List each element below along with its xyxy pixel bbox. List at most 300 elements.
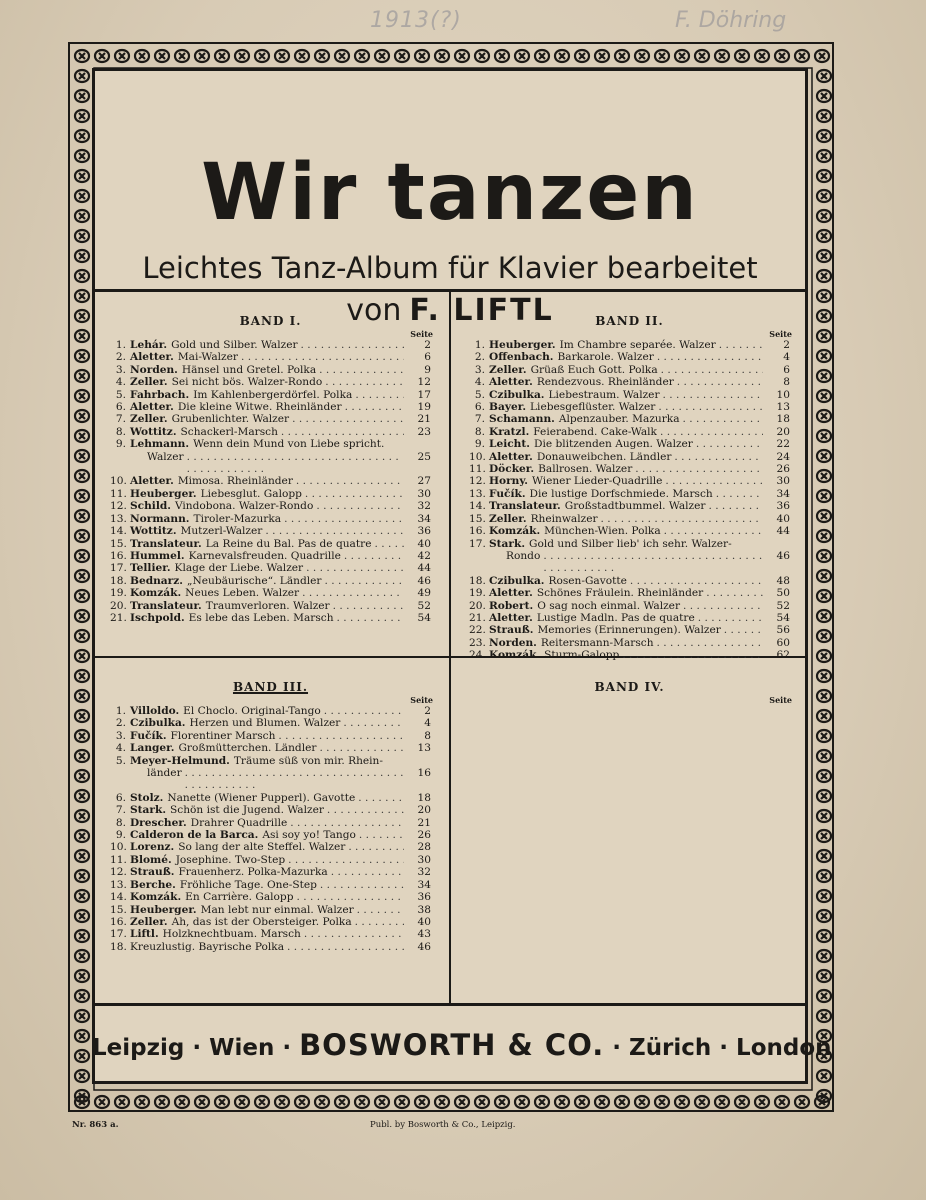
toc-item: [110, 438, 431, 475]
arranger-prefix: von: [346, 293, 402, 328]
piece-title: Reitersmann-Marsch: [540, 636, 654, 649]
piece-title: Barkarole. Walzer: [557, 351, 654, 364]
page-number: 8: [424, 729, 431, 742]
page-number: 32: [417, 500, 431, 513]
toc-item: [110, 339, 431, 351]
leader-dots: [719, 339, 763, 351]
toc-item: [110, 755, 431, 792]
leader-dots: [708, 500, 763, 512]
leader-dots: [359, 829, 404, 841]
leader-dots: [287, 941, 404, 953]
toc-item: [469, 339, 790, 351]
leader-dots: [661, 364, 763, 376]
composer-name: Langer.: [130, 742, 175, 755]
leader-dots: [696, 438, 763, 450]
leader-dots: [288, 854, 404, 866]
toc-item: [469, 438, 790, 450]
page-number: 13: [417, 742, 431, 755]
toc-item: [469, 413, 790, 425]
leader-dots: [665, 475, 763, 487]
composer-name: Norden.: [130, 363, 178, 376]
piece-title: Liebesglut. Galopp: [200, 487, 302, 500]
leader-dots: [296, 475, 404, 487]
toc-item: [469, 364, 790, 376]
page-number: 40: [417, 915, 431, 928]
item-number: 6.: [115, 791, 126, 804]
toc-list: [92, 705, 449, 953]
piece-title: Traumverloren. Walzer: [205, 599, 330, 612]
item-number: 21.: [110, 611, 127, 624]
page-number: 6: [424, 351, 431, 364]
toc-item: [110, 717, 431, 729]
page-number: 52: [776, 599, 790, 612]
toc-item: [110, 550, 431, 562]
album-subtitle: Leichtes Tanz-Album für Klavier bearbeitet: [142, 251, 758, 285]
leader-dots: [664, 525, 763, 537]
page-number: 46: [776, 549, 790, 562]
piece-title: Sei nicht bös. Walzer-Rondo: [171, 376, 323, 389]
item-number: 3.: [115, 729, 126, 742]
page-number: 49: [417, 587, 431, 600]
composer-name: Horny.: [489, 475, 528, 488]
toc-item: [469, 538, 790, 575]
piece-title: Großstadtbummel. Walzer: [564, 500, 706, 513]
piece-title: München-Wien. Polka: [544, 525, 661, 538]
item-number: 17.: [110, 928, 127, 941]
page-number: 36: [417, 891, 431, 904]
arranger-name: F. LIFTL: [409, 293, 554, 328]
leader-dots: [345, 401, 404, 413]
item-number: 22.: [469, 624, 486, 637]
item-number: 14.: [110, 891, 127, 904]
toc-item: [110, 538, 431, 550]
item-number: 12.: [110, 500, 127, 513]
toc-item: [469, 600, 790, 612]
composer-name: Aletter.: [130, 351, 174, 364]
item-number: 18.: [469, 574, 486, 587]
toc-item: [110, 525, 431, 537]
composer-name: Heuberger.: [489, 339, 556, 351]
toc-list: [92, 339, 449, 624]
page-number: 2: [424, 339, 431, 351]
piece-title: Kreuzlustig. Bayrische Polka: [130, 940, 285, 953]
leader-dots: [698, 612, 763, 624]
composer-name: Liftl.: [130, 928, 159, 941]
toc-item: [469, 351, 790, 363]
item-number: 10.: [469, 450, 486, 463]
item-number: 14.: [469, 500, 486, 513]
leader-dots: [355, 389, 404, 401]
piece-title: Mimosa. Rheinländer: [177, 475, 293, 488]
piece-title: Ah, das ist der Obersteiger. Polka: [171, 915, 352, 928]
piece-title: Drahrer Quadrille: [190, 816, 288, 829]
page-number: 4: [424, 717, 431, 730]
pencil-annotation-date: 1913(?): [370, 8, 462, 33]
piece-title: Schön ist die Jugend. Walzer: [170, 804, 324, 817]
toc-item: [110, 351, 431, 363]
toc-item: [110, 916, 431, 928]
composer-name: Calderon de la Barca.: [130, 829, 259, 842]
toc-item: [110, 475, 431, 487]
page-number: 56: [776, 624, 790, 637]
toc-item: [110, 413, 431, 425]
composer-name: Bednarz.: [130, 574, 183, 587]
toc-item: [469, 575, 790, 587]
composer-name: Komzák.: [489, 525, 541, 538]
item-number: 18.: [110, 940, 127, 953]
band-2-contents: [451, 292, 808, 662]
page-number: 20: [776, 425, 790, 438]
page-number: 46: [417, 940, 431, 953]
item-number: 21.: [469, 611, 486, 624]
band-4-contents: [451, 658, 808, 1006]
leader-dots: [706, 587, 763, 599]
item-number: 6.: [474, 401, 485, 414]
leader-dots: [358, 792, 404, 804]
composer-name: Leicht.: [489, 438, 530, 451]
item-number: 20.: [469, 599, 486, 612]
item-number: 17.: [110, 562, 127, 575]
piece-title: Holzknechtbuam. Marsch: [162, 928, 301, 941]
page-number: 40: [776, 512, 790, 525]
item-number: 2.: [115, 351, 126, 364]
leader-dots: [683, 413, 763, 425]
piece-title: Mutzerl-Walzer: [180, 525, 263, 538]
page-number: 44: [417, 562, 431, 575]
page-number: 23: [417, 425, 431, 438]
toc-item: [110, 928, 431, 940]
piece-title: Florentiner Marsch: [170, 729, 276, 742]
item-number: 16.: [110, 915, 127, 928]
item-number: 2.: [474, 351, 485, 364]
composer-name: Berche.: [130, 878, 176, 891]
piece-title: Man lebt nur einmal. Walzer: [200, 903, 354, 916]
composer-name: Zeller.: [489, 512, 527, 525]
toc-item: [469, 426, 790, 438]
leader-dots: [658, 401, 763, 413]
page-number: 36: [776, 500, 790, 513]
leader-dots: [319, 742, 404, 754]
item-number: 24.: [469, 649, 486, 662]
toc-item: [110, 817, 431, 829]
composer-name: Lehár.: [130, 339, 168, 351]
leader-dots: [284, 513, 404, 525]
page-number: 4: [783, 351, 790, 364]
toc-item: [469, 637, 790, 649]
toc-item: [110, 600, 431, 612]
leader-dots: [601, 513, 763, 525]
leader-dots: [319, 364, 404, 376]
item-number: 8.: [115, 816, 126, 829]
piece-title: Gold und Silber. Walzer: [171, 339, 298, 351]
toc-item: [110, 389, 431, 401]
piece-title: Frauenherz. Polka-Mazurka: [178, 866, 328, 879]
leader-dots: [325, 376, 404, 388]
page-number: 12: [417, 376, 431, 389]
composer-name: Fahrbach.: [130, 388, 190, 401]
piece-title: Liebestraum. Walzer: [548, 388, 660, 401]
page-number: 38: [417, 903, 431, 916]
page-number: 18: [776, 413, 790, 426]
leader-dots: [677, 376, 763, 388]
composer-name: Fučík.: [130, 729, 167, 742]
item-number: 11.: [110, 853, 127, 866]
composer-name: Wottitz.: [130, 525, 177, 538]
toc-item: [469, 513, 790, 525]
composer-name: Offenbach.: [489, 351, 554, 364]
piece-title: Es lebe das Leben. Marsch: [188, 611, 334, 624]
piece-title: Gold und Silber lieb' ich sehr. Walzer-: [529, 537, 732, 550]
page-number: 26: [776, 463, 790, 476]
toc-item: [110, 829, 431, 841]
page-number: 48: [776, 574, 790, 587]
item-number: 3.: [474, 363, 485, 376]
band-1-contents: [92, 292, 451, 658]
item-number: 5.: [115, 754, 126, 767]
piece-title-continued: Rondo: [506, 549, 541, 562]
piece-title: Klage der Liebe. Walzer: [174, 562, 304, 575]
piece-title: Karnevalsfreuden. Quadrille: [188, 549, 341, 562]
item-number: 5.: [474, 388, 485, 401]
page-number: 44: [776, 525, 790, 538]
leader-dots: [657, 637, 763, 649]
page-number: 30: [417, 853, 431, 866]
toc-item: [110, 587, 431, 599]
piece-title: Wiener Lieder-Quadrille: [532, 475, 663, 488]
toc-item: [469, 612, 790, 624]
band-3-contents: [92, 658, 451, 1006]
page-number: 6: [783, 363, 790, 376]
toc-item: [469, 624, 790, 636]
composer-name: Strauß.: [489, 624, 534, 637]
page-number: 2: [424, 705, 431, 717]
item-number: 10.: [110, 841, 127, 854]
piece-title: Feierabend. Cake-Walk: [533, 425, 657, 438]
page-number: 34: [417, 512, 431, 525]
toc-item: [469, 587, 790, 599]
leader-dots: [630, 575, 763, 587]
leader-dots: [306, 562, 404, 574]
publisher-name: BOSWORTH & CO.: [299, 1028, 605, 1062]
composer-name: Döcker.: [489, 463, 535, 476]
piece-title: En Carrière. Galopp: [185, 891, 294, 904]
piece-title: Die lustige Dorfschmiede. Marsch: [529, 487, 713, 500]
composer-name: Lehmann.: [130, 438, 190, 451]
item-number: 7.: [474, 413, 485, 426]
piece-title: Großmütterchen. Ländler: [178, 742, 317, 755]
page-number: 25: [417, 450, 431, 463]
page-number: 20: [417, 804, 431, 817]
toc-item: [110, 401, 431, 413]
piece-title: Fröhliche Tage. One-Step: [179, 878, 317, 891]
composer-name: Translateur.: [489, 500, 561, 513]
piece-title: Vindobona. Walzer-Rondo: [174, 500, 314, 513]
piece-title: So lang der alte Steffel. Walzer: [178, 841, 346, 854]
page-number: 9: [424, 363, 431, 376]
toc-item: [469, 376, 790, 388]
composer-name: Aletter.: [489, 376, 533, 389]
composer-name: Bayer.: [489, 401, 527, 414]
item-number: 9.: [115, 438, 126, 451]
page-number: 19: [417, 401, 431, 414]
composer-name: Translateur.: [130, 599, 202, 612]
publisher-cities-right: · Zürich · London: [612, 1035, 832, 1061]
item-number: 20.: [110, 599, 127, 612]
page-number: 8: [783, 376, 790, 389]
item-number: 9.: [115, 829, 126, 842]
leader-dots: [663, 389, 763, 401]
piece-title: Wenn dein Mund von Liebe spricht.: [193, 438, 385, 451]
piece-title: Im Chambre separée. Walzer: [559, 339, 716, 351]
composer-name: Aletter.: [489, 450, 533, 463]
composer-name: Zeller.: [130, 413, 168, 426]
composer-name: Robert.: [489, 599, 534, 612]
toc-item: [469, 525, 790, 537]
item-number: 13.: [110, 878, 127, 891]
item-number: 4.: [474, 376, 485, 389]
leader-dots: [660, 426, 763, 438]
item-number: 11.: [469, 463, 486, 476]
piece-title: Josephine. Two-Step: [175, 853, 286, 866]
page-column-label: Seite: [410, 329, 433, 339]
toc-item: [110, 364, 431, 376]
page-number: 17: [417, 388, 431, 401]
page-number: 22: [776, 438, 790, 451]
band-heading: BAND II.: [595, 314, 664, 328]
page-number: 24: [776, 450, 790, 463]
leader-dots: [304, 928, 404, 940]
toc-item: [110, 426, 431, 438]
page-column-label: Seite: [769, 695, 792, 705]
piece-title: Liebesgeflüster. Walzer: [530, 401, 656, 414]
toc-item: [469, 488, 790, 500]
leader-dots: [241, 351, 404, 363]
band-heading: BAND III.: [232, 680, 309, 694]
item-number: 1.: [115, 705, 126, 717]
piece-title-continued: Walzer: [147, 450, 184, 463]
toc-item: [110, 904, 431, 916]
piece-title: Mai-Walzer: [177, 351, 238, 364]
leader-dots: [355, 916, 404, 928]
piece-title: Träume süß von mir. Rhein-: [233, 754, 383, 767]
item-number: 5.: [115, 388, 126, 401]
toc-item: [110, 854, 431, 866]
publisher-line: [92, 1006, 832, 1084]
item-number: 15.: [469, 512, 486, 525]
page-number: 34: [417, 878, 431, 891]
piece-title: Memories (Erinnerungen). Walzer: [537, 624, 721, 637]
item-number: 23.: [469, 636, 486, 649]
toc-item: [110, 891, 431, 903]
piece-title: Asi soy yo! Tango: [262, 829, 356, 842]
piece-title: Rosen-Gavotte: [548, 574, 627, 587]
item-number: 17.: [469, 537, 486, 550]
leader-dots: [324, 705, 404, 717]
page-number: 36: [417, 525, 431, 538]
leader-dots: [316, 500, 404, 512]
publication-note: Publ. by Bosworth & Co., Leipzig.: [370, 1120, 516, 1130]
toc-item: [110, 841, 431, 853]
composer-name: Komzák.: [130, 587, 182, 600]
item-number: 13.: [469, 487, 486, 500]
toc-item: [110, 742, 431, 754]
toc-item: [110, 500, 431, 512]
toc-item: [110, 705, 431, 717]
toc-item: [110, 879, 431, 891]
toc-item: [110, 562, 431, 574]
leader-dots: [683, 600, 763, 612]
composer-name: Aletter.: [489, 587, 533, 600]
composer-name: Aletter.: [130, 401, 174, 414]
toc-item: [469, 389, 790, 401]
composer-name: Hummel.: [130, 549, 185, 562]
piece-title: Nanette (Wiener Pupperl). Gavotte: [167, 791, 356, 804]
toc-item: [110, 612, 431, 624]
page-number: 42: [417, 549, 431, 562]
item-number: 11.: [110, 487, 127, 500]
toc-item: [110, 575, 431, 587]
page-number: 52: [417, 599, 431, 612]
piece-title: Grüaß Euch Gott. Polka: [530, 363, 658, 376]
page-number: 50: [776, 587, 790, 600]
leader-dots: [724, 624, 763, 636]
leader-dots: [344, 550, 404, 562]
item-number: 3.: [115, 363, 126, 376]
piece-title-continued: länder: [147, 767, 182, 780]
toc-item: [110, 792, 431, 804]
piece-title: Tiroler-Mazurka: [193, 512, 282, 525]
page-number: 43: [417, 928, 431, 941]
leader-dots: [320, 879, 404, 891]
leader-dots: [301, 339, 404, 351]
toc-item: [110, 730, 431, 742]
piece-title: „Neubäurische“. Ländler: [186, 574, 322, 587]
composer-name: Drescher.: [130, 816, 187, 829]
band-heading: BAND IV.: [594, 680, 665, 694]
page-number: 21: [417, 816, 431, 829]
composer-name: Czibulka.: [489, 574, 545, 587]
page-number: 2: [783, 339, 790, 351]
item-number: 9.: [474, 438, 485, 451]
toc-item: [469, 451, 790, 463]
item-number: 16.: [469, 525, 486, 538]
piece-title: Herzen und Blumen. Walzer: [189, 717, 341, 730]
piece-title: La Reine du Bal. Pas de quatre: [205, 537, 372, 550]
leader-dots: [281, 426, 404, 438]
composer-name: Aletter.: [489, 611, 533, 624]
composer-name: Heuberger.: [130, 487, 197, 500]
item-number: 12.: [110, 866, 127, 879]
leader-dots: [185, 767, 404, 792]
composer-name: Schild.: [130, 500, 171, 513]
page-column-label: Seite: [769, 329, 792, 339]
leader-dots: [543, 550, 763, 575]
leader-dots: [333, 600, 404, 612]
composer-name: Ischpold.: [130, 611, 185, 624]
leader-dots: [374, 538, 404, 550]
toc-item: [110, 488, 431, 500]
piece-title: O sag noch einmal. Walzer: [537, 599, 681, 612]
page-number: 30: [776, 475, 790, 488]
piece-title: Schönes Fräulein. Rheinländer: [536, 587, 704, 600]
composer-name: Kratzl.: [489, 425, 530, 438]
page-number: 54: [776, 611, 790, 624]
page-number: 18: [417, 791, 431, 804]
page-number: 46: [417, 574, 431, 587]
piece-title: Schackerl-Marsch: [180, 425, 278, 438]
pencil-annotation-owner: F. Döhring: [675, 8, 787, 33]
leader-dots: [292, 413, 404, 425]
